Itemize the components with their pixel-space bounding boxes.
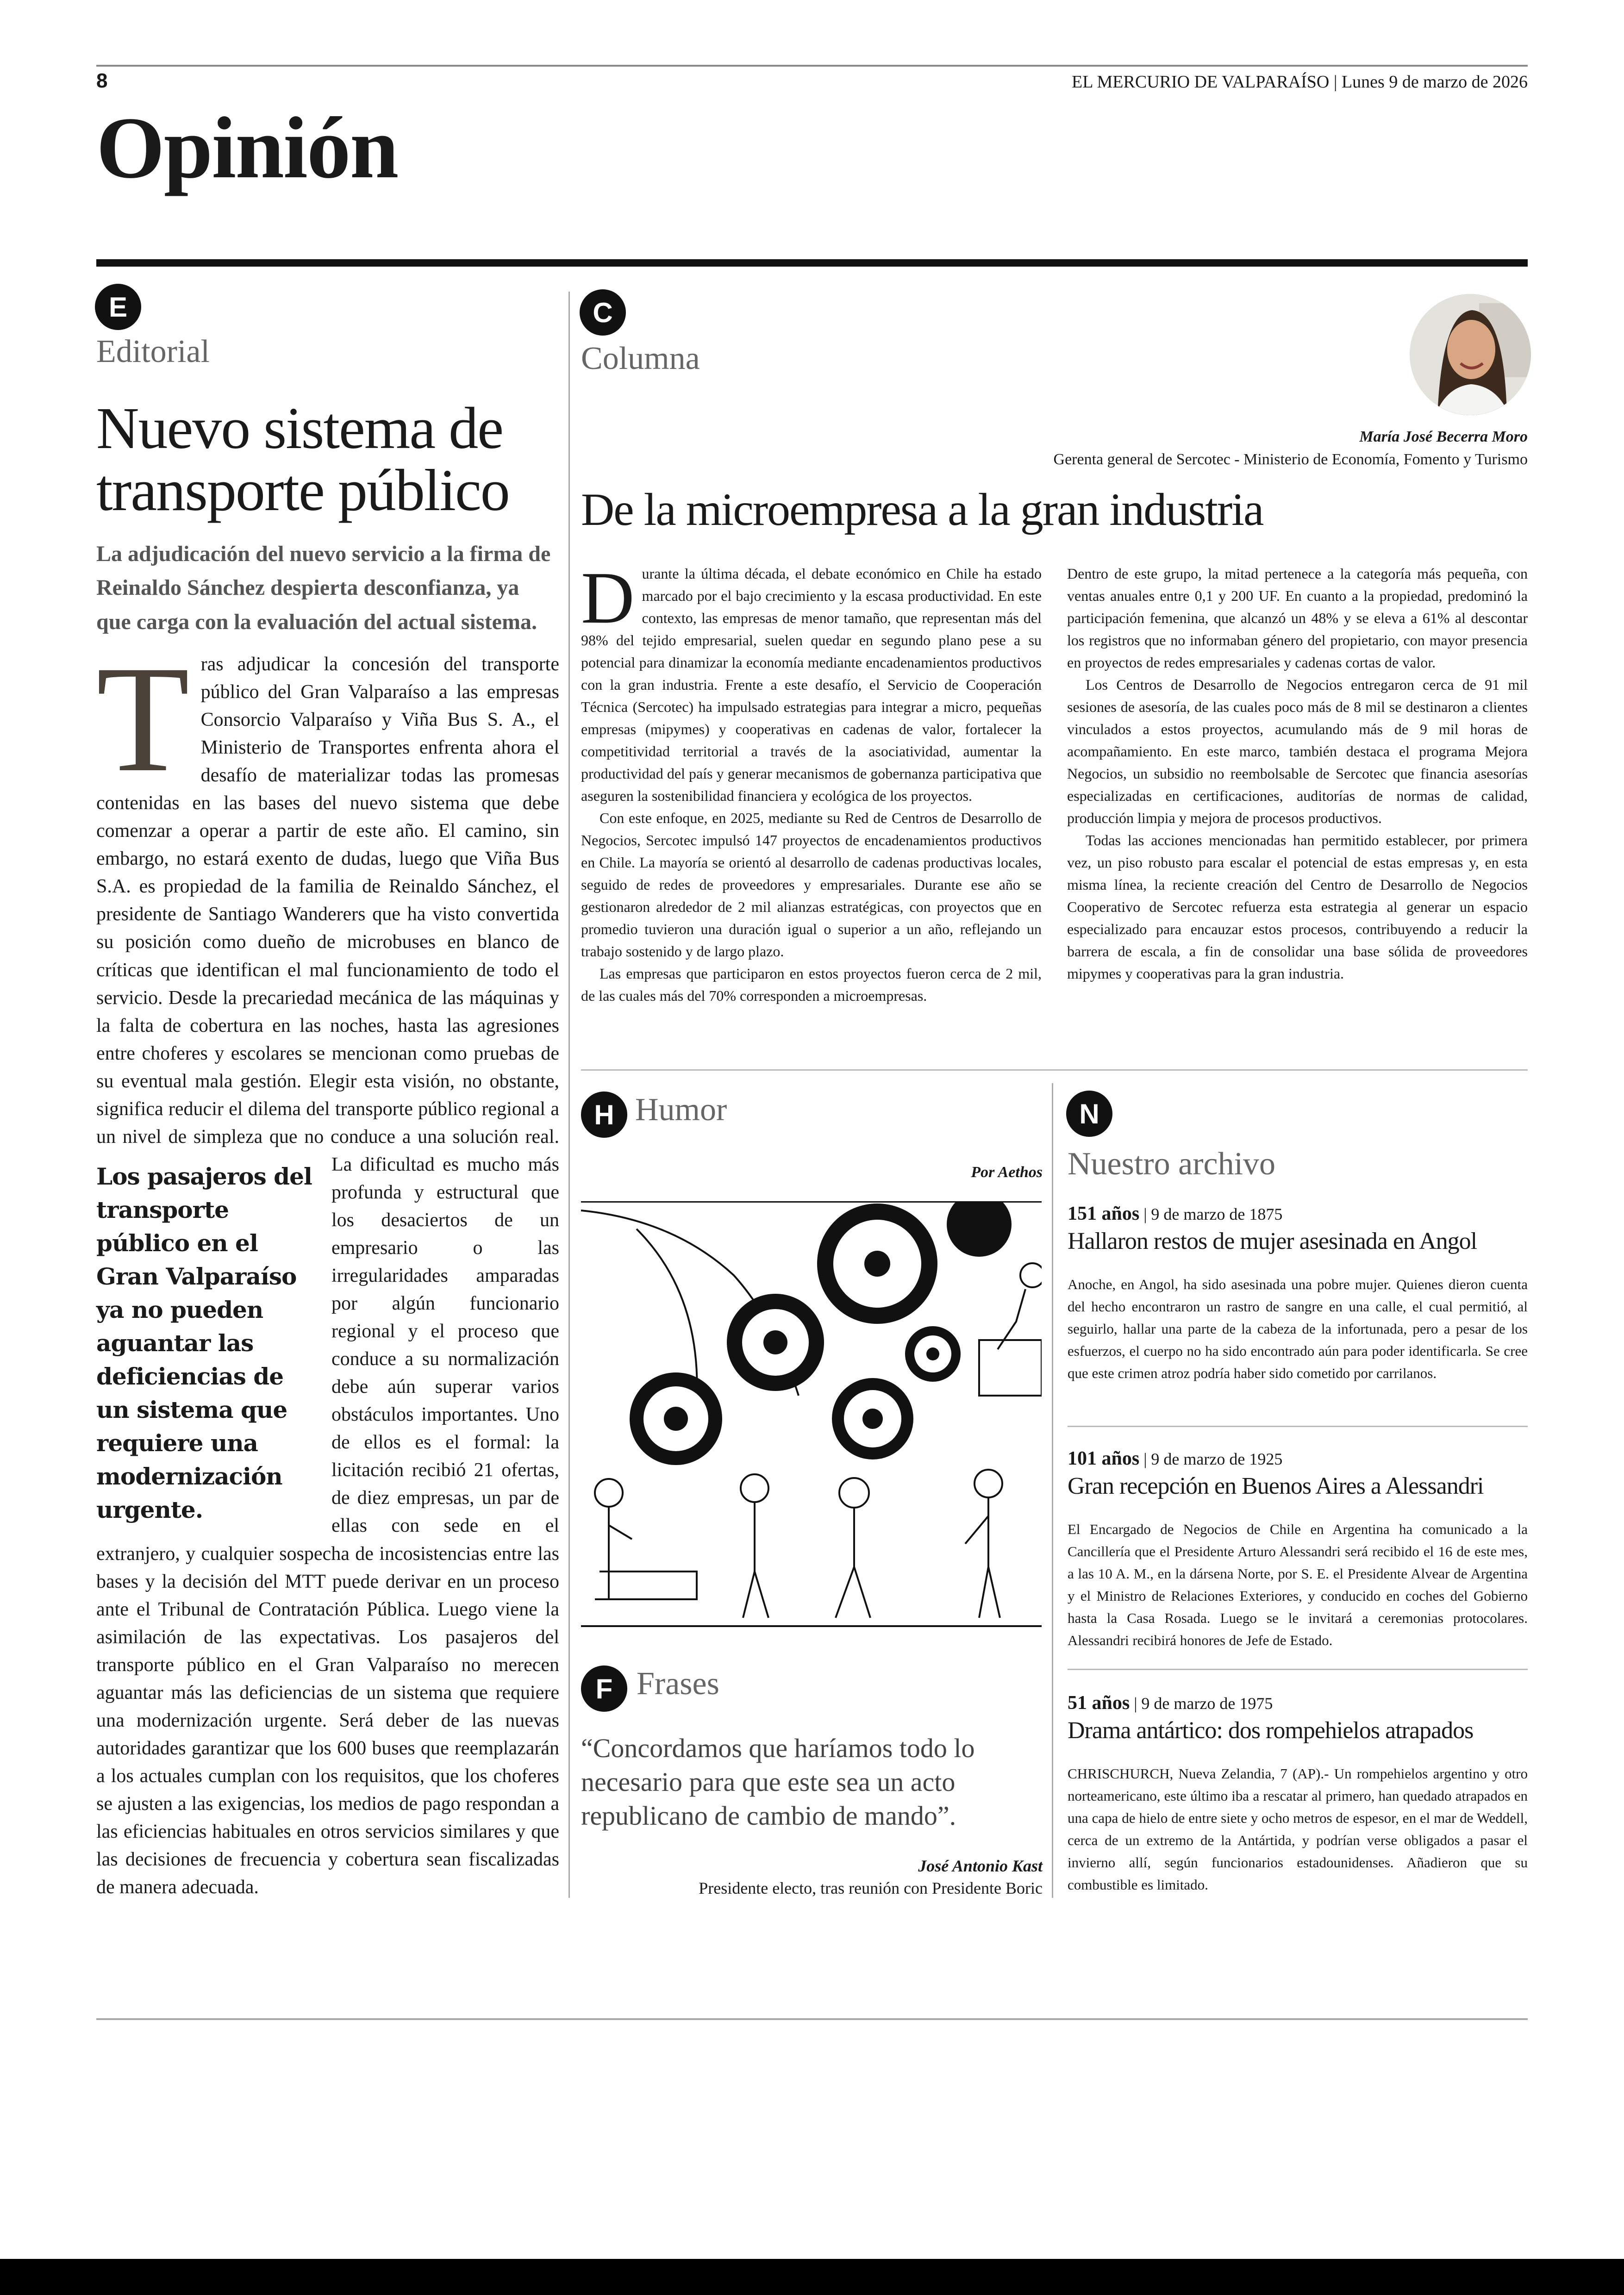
humor-badge: H — [581, 1091, 627, 1138]
archivo-item-date: 9 de marzo de 1975 — [1141, 1694, 1273, 1713]
archivo-divider — [1068, 1669, 1528, 1670]
archivo-item-title: Drama antártico: dos rompehielos atrapados — [1068, 1717, 1474, 1744]
editorial-body-rest: La dificultad es mucho más profunda y estructural que los desaciertos de un empresario o las irregularidades amparadas por algún funcionario regional y el proceso que conduce a su normalización debe aún superar varios obstáculos importantes. Uno de ellos es el formal: la licitación recibió 21 ofertas, de diez empresas, un par de ellas con sede en el extranjero, y cualquier sospecha de incosistencias entre las bases y la decisión del MTT puede derivar en un proceso ante el Tribunal de Contratación Pública. Luego viene la asimilación de las expectativas. Los pasajeros del transporte público en el Gran Valparaíso no merecen aguantar más las deficiencias de un sistema que requiere una modernización urgente. Será deber de las nuevas autoridades garantizar que los 600 buses que reemplazarán a los actuales cumplan con los requisitos, que los choferes se ajusten a las exigencias, los medios de pago respondan a las eficiencias habituales en otros servicios similares y que las decisiones de frecuencia y cobertura sean fiscalizadas de manera adecuada. — [96, 1154, 559, 1898]
page-number: 8 — [96, 69, 108, 92]
editorial-badge: E — [95, 284, 141, 330]
column-col2 — [1067, 562, 1528, 985]
column-col1-p2: Con este enfoque, en 2025, mediante su Red de Centros de Desarrollo de Negocios, Sercotec impulsó 147 proyectos de encadenamientos productivos en Chile. La mayoría se orientó al desarrollo de cadenas productivas locales, seguido de redes de proveedores y empresariales. Durante ese año se gestionaron alrededor de 2 mil alianzas estratégicas, con proyectos que en promedio tuvieron una duración igual o superior a un año, reflejando un trabajo sostenido y de largo plazo. — [581, 810, 1042, 960]
archivo-item-date: 9 de marzo de 1925 — [1151, 1450, 1283, 1468]
footer-rule — [96, 2018, 1528, 2020]
column-col1-first: urante la última década, el debate económico en Chile ha estado marcado por el bajo crecimiento y la escasa productividad. En este contexto, las empresas de menor tamaño, que representan más del 98% del tejido empresarial, suelen quedar en segundo plano pese a su potencial para dinamizar la economía mediante encadenamientos productivos con la gran industria. Frente a este desafío, el Servicio de Cooperación Técnica (Sercotec) ha impulsado estrategias para integrar a micro, pequeñas empresas (mipymes) y cooperativas en cadenas de valor, fortalecer la competitividad territorial a través de la asociatividad, aumentar la productividad del país y generar mecanismos de gobernanza participativa que aseguren la sostenibilidad financiera y ecológica de los proyectos. — [581, 565, 1042, 804]
archivo-item — [1068, 1692, 1528, 1896]
archivo-item-meta: 51 años | 9 de marzo de 1975 — [1068, 1692, 1273, 1714]
frases-label: Frases — [637, 1666, 719, 1702]
top-rule — [96, 65, 1528, 67]
archivo-item-years: 101 años — [1068, 1448, 1140, 1469]
column-bottom-rule — [581, 1069, 1528, 1071]
archivo-item-text: Anoche, en Angol, ha sido asesinada una pobre mujer. Quienes dieron cuenta del hecho encontraron un rastro de sangre en una calle, el cual permitió, al seguirlo, hallar una parte de la cabeza de la infortunada, pero a pesar de los esfuerzos, el cuerpo no ha sido encontrado aún para poder identificarla. Se cree que este crimen atroz podría haber sido cometido por carrilanos. — [1068, 1276, 1528, 1382]
column-dropcap: D — [581, 556, 635, 639]
column-label: Columna — [581, 341, 700, 376]
archivo-divider — [1068, 1426, 1528, 1427]
editorial-body — [96, 635, 559, 1901]
column-col2-p1: Dentro de este grupo, la mitad pertenece a la categoría más pequeña, con ventas anuales entre 0,1 y 200 UF. En cuanto a la propiedad, predominó la participación femenina, que alcanzó un 48% y se eleva a 61% al descontar los registros que no informaban género del propietario, con mayor presencia en proyectos de redes empresariales y cadenas cortas de valor. — [1067, 565, 1528, 671]
author-portrait-image — [1410, 294, 1531, 415]
archivo-item-date: 9 de marzo de 1875 — [1151, 1205, 1283, 1223]
archivo-item-meta: 101 años | 9 de marzo de 1925 — [1068, 1448, 1283, 1469]
column-divider-right — [1052, 1083, 1053, 1898]
column-col1-p3: Las empresas que participaron en estos proyectos fueron cerca de 2 mil, de las cuales más del 70% corresponden a microempresas. — [581, 965, 1042, 1004]
frases-author: José Antonio Kast — [918, 1857, 1043, 1875]
archivo-item-meta: 151 años | 9 de marzo de 1875 — [1068, 1203, 1283, 1224]
frases-quote: “Concordamos que haríamos todo lo necesario para que este sea un acto republicano de cambio de mando”. — [581, 1733, 975, 1831]
column-headline: De la microempresa a la gran industria — [581, 484, 1263, 535]
frases-badge: F — [581, 1665, 627, 1712]
column-col2-p3: Todas las acciones mencionadas han permitido establecer, por primera vez, un piso robusto para escalar el potencial de estas empresas y, en esta misma línea, la reciente creación del Centro de Desarrollo de Negocios Cooperativo de Sercotec refuerza esta estrategia al generar un espacio especializado para encauzar estos procesos, contribuyendo a reducir la barrera de escala, a fin de consolidar una base sólida de proveedores mipymes y cooperativas para la gran industria. — [1067, 832, 1528, 982]
archivo-label: Nuestro archivo — [1068, 1146, 1276, 1182]
masthead: EL MERCURIO DE VALPARAÍSO | Lunes 9 de marzo de 2026 — [1071, 72, 1528, 92]
author-photo — [1410, 294, 1531, 415]
archivo-item-text: CHRISCHURCH, Nueva Zelandia, 7 (AP).- Un rompehielos argentino y otro norteamericano, este último iba a rescatar al primero, han quedado atrapados en una capa de hielo de entre siete y ocho metros de espesor, en el mar de Weddell, cerca de un extremo de la Antártida, y podrían verse obligados a pasar el invierno allí, según funcionarios estadounidenses. Añadieron que su combustible es limitado. — [1068, 1765, 1528, 1893]
editorial-pullquote: Los pasajeros del transporte público en el Gran Valparaíso ya no pueden aguantar las deficiencias de un sistema que requiere una modernización urgente. — [96, 1162, 312, 1523]
frases-context: Presidente electo, tras reunión con Presidente Boric — [699, 1879, 1043, 1897]
bottom-bar — [0, 2259, 1624, 2295]
archivo-item-years: 151 años — [1068, 1203, 1140, 1224]
editorial-label: Editorial — [96, 334, 210, 369]
editorial-dropcap: T — [96, 635, 190, 804]
editorial-body-intro: ras adjudicar la concesión del transporte público del Gran Valparaíso a las empresas Consorcio Valparaíso y Viña Bus S. A., el Ministerio de Transportes enfrenta ahora el desafío de materializar todas las promesas contenidas en las bases del nuevo sistema que debe comenzar a operar a partir de este año. El camino, sin embargo, no estará exento de dudas, luego que Viña Bus S.A. es propiedad de la familia de Reinaldo Sánchez, el presidente de Santiago Wanderers que ha visto convertida su posición como dueño de microbuses en blanco de críticas que identifican el mal funcionamiento de todo el servicio. Desde la precariedad mecánica de las máquinas y la falta de cobertura en las noches, hasta las agresiones entre choferes y escolares se mencionan como pruebas de su eventual mala gestión. Elegir esta visión, no obstante, significa reducir el dilema del transporte público regional a un nivel de simpleza que no conduce a una solución real. — [96, 654, 559, 1148]
archivo-item-title: Gran recepción en Buenos Aires a Alessandri — [1068, 1473, 1484, 1499]
humor-label: Humor — [635, 1092, 727, 1128]
gears-cartoon-image — [581, 1201, 1042, 1627]
archivo-badge: N — [1066, 1091, 1112, 1137]
humor-cartoon — [581, 1201, 1042, 1627]
column-col1 — [581, 556, 1042, 1007]
archivo-item-years: 51 años — [1068, 1692, 1130, 1714]
editorial-deck: La adjudicación del nuevo servicio a la firma de Reinaldo Sánchez despierta desconfianza, ya que carga con la evaluación del actual sistema. — [96, 542, 551, 634]
section-title: Opinión — [96, 100, 398, 197]
archivo-item — [1068, 1203, 1528, 1384]
column-badge: C — [580, 289, 626, 336]
editorial-headline: Nuevo sistema de transporte público — [96, 395, 509, 524]
humor-credit: Por Aethos — [971, 1164, 1043, 1181]
archivo-item — [1068, 1447, 1528, 1652]
column-divider-left — [568, 292, 570, 1898]
section-rule — [96, 259, 1528, 267]
archivo-item-title: Hallaron restos de mujer asesinada en Angol — [1068, 1228, 1477, 1254]
column-author-name: María José Becerra Moro — [1359, 428, 1528, 445]
archivo-item-text: El Encargado de Negocios de Chile en Argentina ha comunicado a la Cancillería que el Presidente Arturo Alessandri será recibido el 16 de este mes, a las 10 A. M., en la dársena Norte, por S. E. el Presidente Alvear de Argentina y el Ministro de Relaciones Exteriores, y conducido en coches del Gobierno hasta la Casa Rosada. Luego se le invitará a ceremonias protocolares. Alessandri recibirá honores de Jefe de Estado. — [1068, 1521, 1528, 1649]
column-author-role: Gerenta general de Sercotec - Ministerio de Economía, Fomento y Turismo — [1053, 451, 1528, 468]
column-col2-p2: Los Centros de Desarrollo de Negocios entregaron cerca de 91 mil sesiones de asesoría, de las cuales poco más de 8 mil se destinaron a clientes vinculados a estos proyectos, acumulando más de 9 mil horas de acompañamiento. En este marco, también destaca el programa Mejora Negocios, un subsidio no reembolsable de Sercotec que financia asesorías especializadas en certificaciones, auditorías de normas de calidad, producción limpia y mejora de procesos productivos. — [1067, 676, 1528, 826]
